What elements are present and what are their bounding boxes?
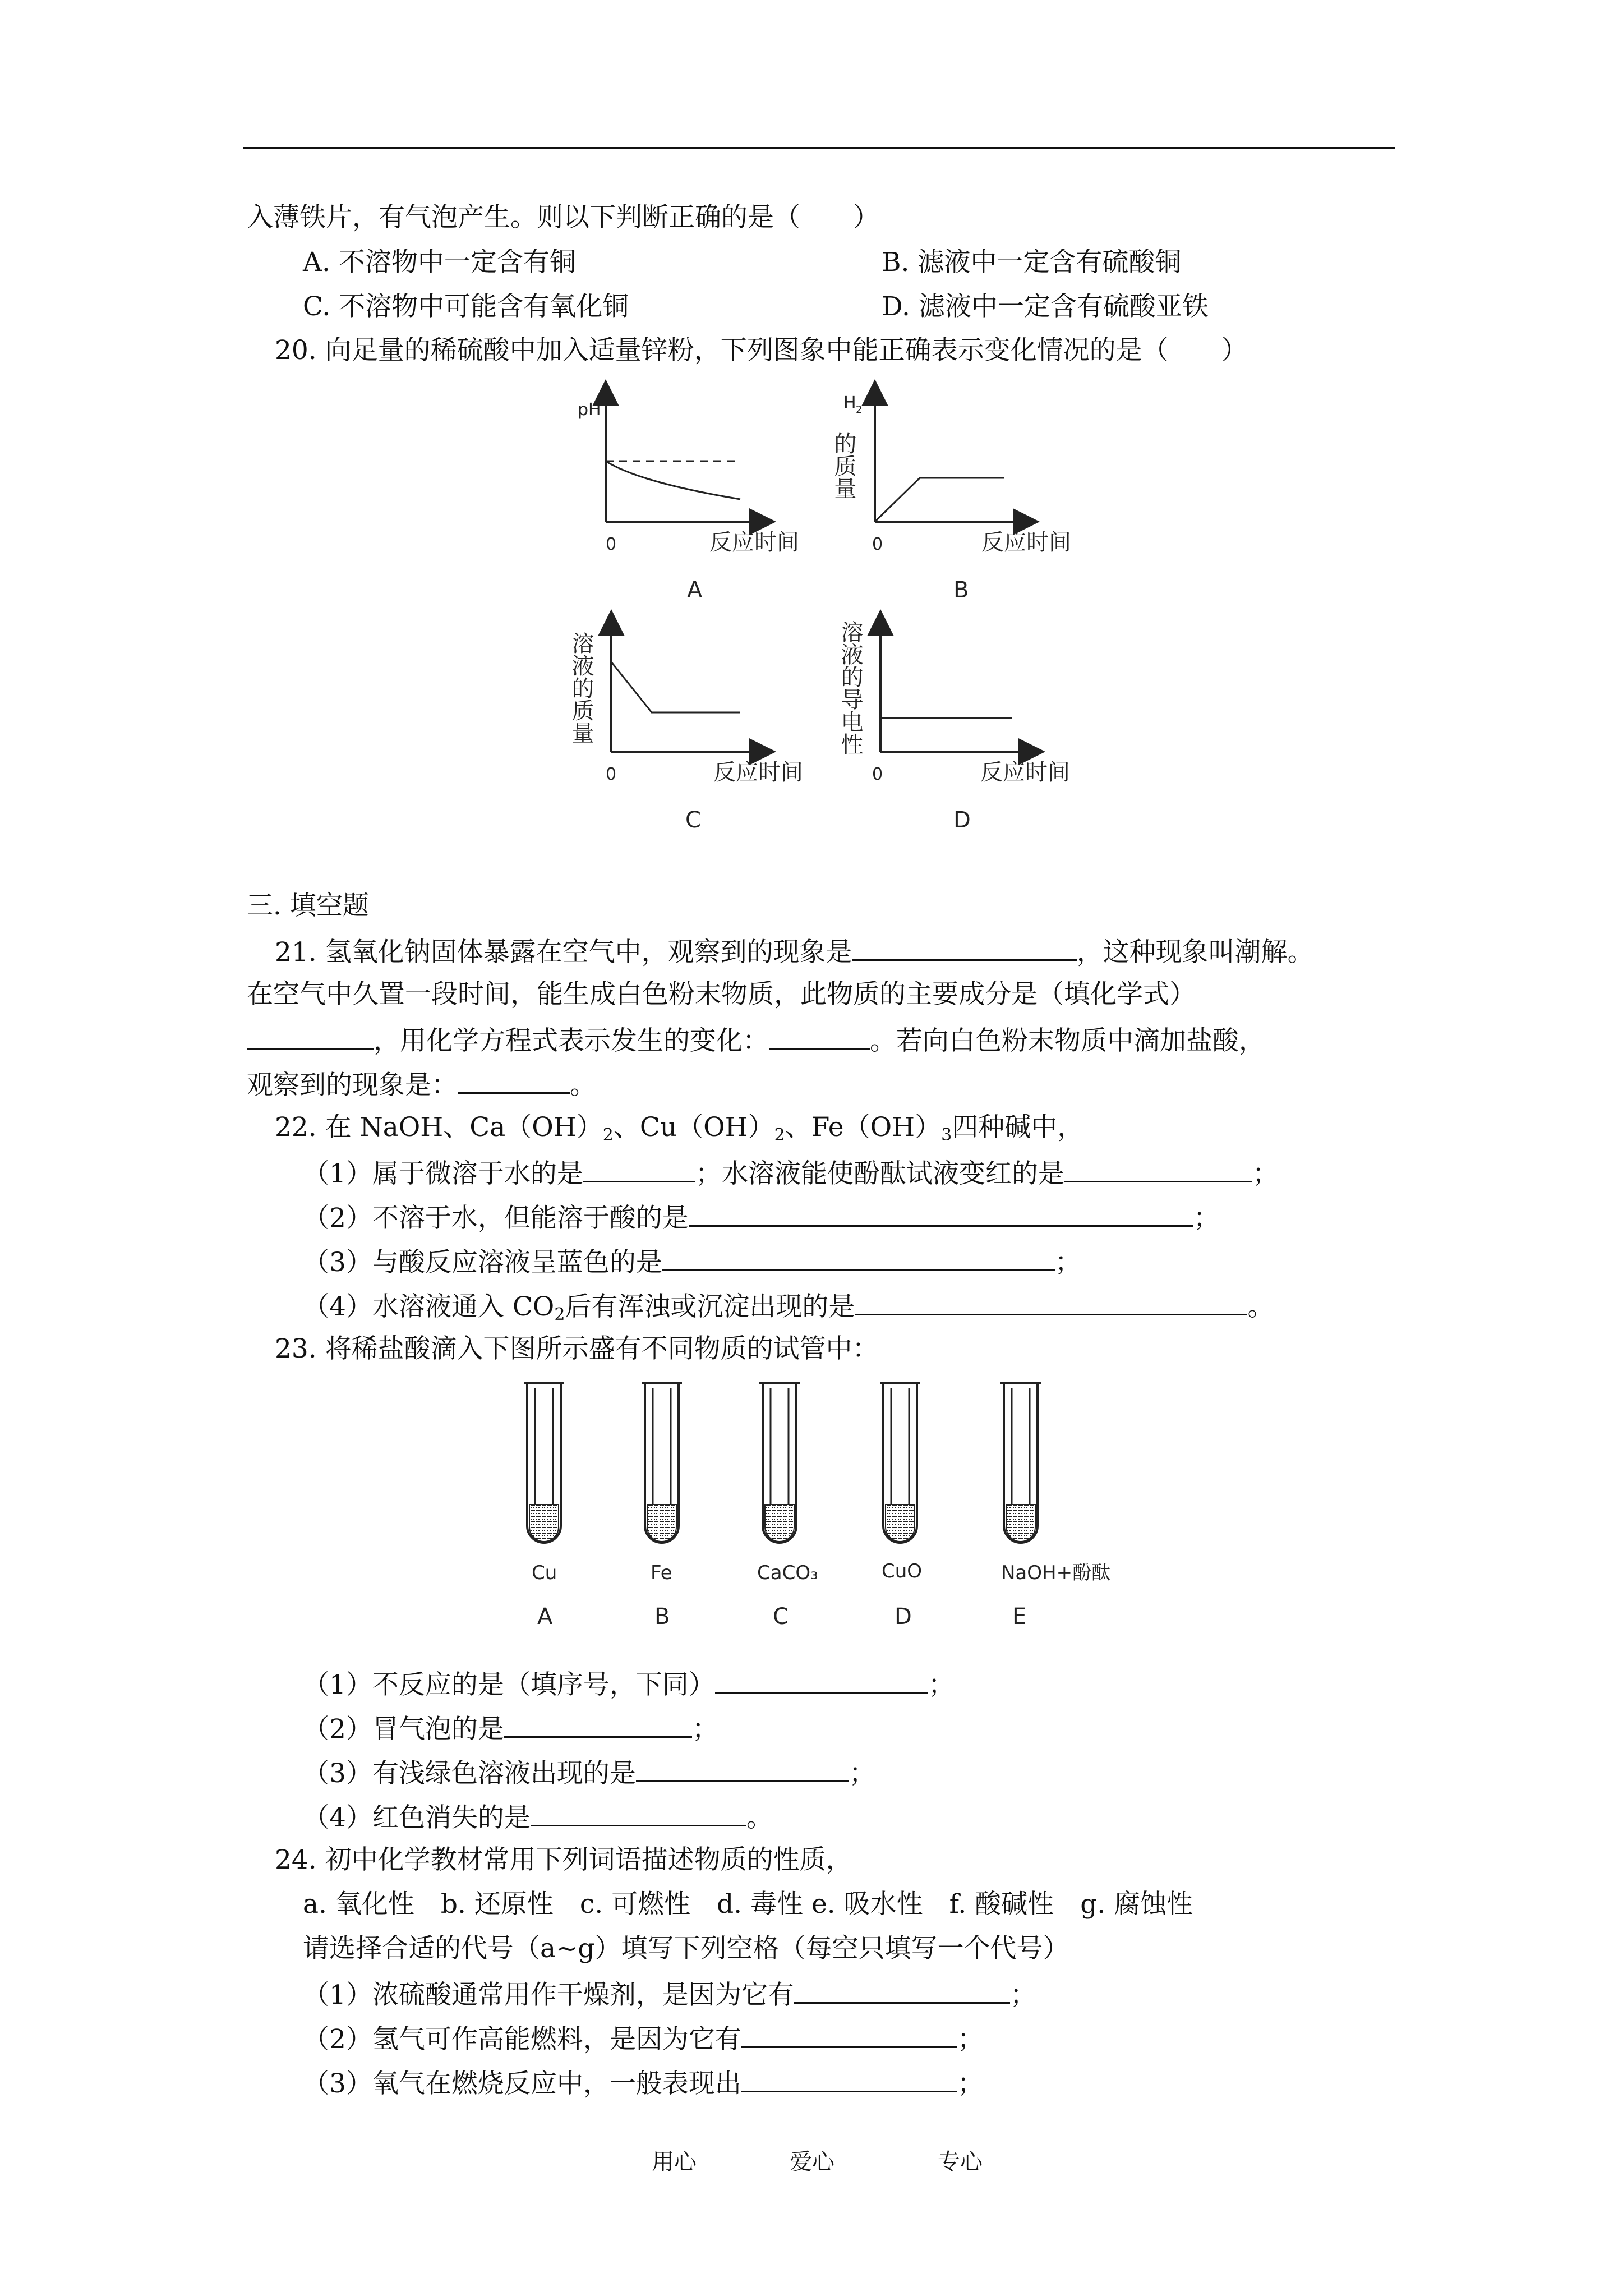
q24-part1: （1）浓硫酸通常用作干燥剂，是因为它有 ； xyxy=(303,1976,1036,2012)
q22-part1: （1）属于微溶于水的是 ；水溶液能使酚酞试液变红的是 ； xyxy=(303,1155,1279,1191)
q23-blank-1[interactable] xyxy=(715,1666,928,1694)
graph-c-letter: C xyxy=(685,807,701,833)
tube-d xyxy=(880,1383,920,1543)
graph-d-origin: 0 xyxy=(872,765,883,784)
tube-c xyxy=(759,1383,800,1543)
graph-c-curve xyxy=(611,662,740,712)
graph-b-ylabel: 的质量 xyxy=(831,432,856,499)
q22-blank-2[interactable] xyxy=(689,1199,1193,1227)
tube-e-letter: E xyxy=(1012,1604,1027,1630)
q20-stem: 20. 向足量的稀硫酸中加入适量锌粉，下列图象中能正确表示变化情况的是（ ） xyxy=(275,335,1248,366)
footer-word-1: 用心 xyxy=(652,2149,697,2175)
tube-d-substance: CuO xyxy=(882,1560,923,1582)
graph-a-letter: A xyxy=(687,577,703,603)
graph-a-ylabel: pH xyxy=(578,400,601,420)
graph-d-letter: D xyxy=(953,807,971,833)
graph-a-curve xyxy=(606,461,740,499)
q21-line3: ，用化学方程式表示发生的变化： 。若向白色粉末物质中滴加盐酸， xyxy=(247,1022,1265,1058)
q19-option-c: C. 不溶物中可能含有氧化铜 xyxy=(303,291,629,322)
graph-b-origin: 0 xyxy=(872,535,883,554)
q21-line4: 观察到的现象是： 。 xyxy=(247,1066,596,1102)
footer-word-2: 爱心 xyxy=(790,2149,834,2175)
q24-part3: （3）氧气在燃烧反应中，一般表现出 ； xyxy=(303,2065,984,2101)
q22-part4: （4）水溶液通入 $CO_2$后有浑浊或沉淀出现的是 。 xyxy=(303,1288,1274,1332)
tube-a xyxy=(524,1383,564,1543)
graph-b-xlabel: 反应时间 xyxy=(981,530,1071,555)
tube-c-letter: C xyxy=(773,1604,789,1630)
tube-a-substance: Cu xyxy=(532,1562,557,1584)
q21-line2: 在空气中久置一段时间，能生成白色粉末物质，此物质的主要成分是（填化学式） xyxy=(247,979,1196,1010)
tube-e xyxy=(1000,1383,1041,1543)
graph-b-letter: B xyxy=(953,577,969,603)
q23-part1: （1）不反应的是（填序号，下同） ； xyxy=(303,1666,955,1702)
graph-b-ylabel-sub: 2 xyxy=(856,404,863,416)
q24-blank-1[interactable] xyxy=(794,1976,1010,2004)
q23-blank-3[interactable] xyxy=(636,1755,849,1782)
q21-blank-3[interactable] xyxy=(769,1022,870,1050)
tube-b-substance: Fe xyxy=(651,1562,672,1584)
q21-line1: 21. 氢氧化钠固体暴露在空气中，观察到的现象是 ，这种现象叫潮解。 xyxy=(275,933,1314,969)
graph-c-xlabel: 反应时间 xyxy=(713,760,803,785)
test-tubes-figure xyxy=(482,1374,1155,1655)
q19-option-d: D. 滤液中一定含有硫酸亚铁 xyxy=(882,291,1209,322)
q22-stem: 22. 在 NaOH、$Ca(OH)_2$、$Cu(OH)_2$、$Fe(OH)_3$四种碱中， xyxy=(275,1112,1084,1145)
q24-blank-2[interactable] xyxy=(741,2021,957,2048)
footer-word-3: 专心 xyxy=(938,2149,983,2175)
q19-option-b: B. 滤液中一定含有硫酸铜 xyxy=(882,247,1182,278)
tube-a-letter: A xyxy=(537,1604,553,1630)
header-rule xyxy=(243,147,1395,149)
q21-blank-4[interactable] xyxy=(458,1066,570,1094)
q24-instructions: 请选择合适的代号（a~g）填写下列空格（每空只填写一个代号） xyxy=(303,1933,1069,1964)
q24-blank-3[interactable] xyxy=(741,2065,957,2092)
graph-a-xlabel: 反应时间 xyxy=(709,530,799,555)
q22-blank-3[interactable] xyxy=(662,1244,1055,1271)
q19-tail: 入薄铁片，有气泡产生。则以下判断正确的是（ ） xyxy=(247,202,879,233)
q24-options: a. 氧化性 b. 还原性 c. 可燃性 d. 毒性 e. 吸水性 f. 酸碱性 g. 腐蚀性 xyxy=(303,1889,1193,1920)
graph-c xyxy=(566,617,830,841)
q24-stem: 24. 初中化学教材常用下列词语描述物质的性质， xyxy=(275,1844,852,1875)
graph-c-origin: 0 xyxy=(606,765,617,784)
q21-blank-2[interactable] xyxy=(247,1022,374,1050)
q23-part4: （4）红色消失的是 。 xyxy=(303,1799,773,1835)
section-title: 三. 填空题 xyxy=(247,890,369,921)
graph-a-origin: 0 xyxy=(606,535,617,554)
q22-part2: （2）不溶于水，但能溶于酸的是 ； xyxy=(303,1199,1220,1235)
q23-blank-2[interactable] xyxy=(504,1710,692,1738)
q22-blank-1b[interactable] xyxy=(1064,1155,1252,1182)
q23-blank-4[interactable] xyxy=(531,1799,746,1826)
graph-d-ylabel: 溶液的导电性 xyxy=(837,620,863,755)
tube-c-substance: CaCO₃ xyxy=(757,1562,818,1584)
graph-b-ylabel-h: H xyxy=(843,393,856,413)
q23-stem: 23. 将稀盐酸滴入下图所示盛有不同物质的试管中： xyxy=(275,1333,879,1364)
graph-b-curve xyxy=(875,478,1004,522)
q19-option-a: A. 不溶物中一定含有铜 xyxy=(303,247,576,278)
graph-b xyxy=(831,387,1099,611)
graph-c-ylabel: 溶液的质量 xyxy=(568,632,594,744)
q22-blank-1a[interactable] xyxy=(583,1155,695,1182)
q21-blank-1[interactable] xyxy=(852,933,1077,961)
q22-blank-4[interactable] xyxy=(855,1288,1247,1315)
q23-part3: （3）有浅绿色溶液出现的是 ； xyxy=(303,1755,875,1791)
q24-part2: （2）氢气可作高能燃料，是因为它有 ； xyxy=(303,2021,984,2056)
q22-part3: （3）与酸反应溶液呈蓝色的是 ； xyxy=(303,1244,1081,1280)
graph-d xyxy=(836,617,1099,841)
tube-d-letter: D xyxy=(895,1604,912,1630)
graph-a xyxy=(566,387,830,611)
tube-e-substance: NaOH+酚酞 xyxy=(1001,1562,1111,1584)
graph-d-xlabel: 反应时间 xyxy=(980,760,1070,785)
tube-b xyxy=(642,1383,682,1543)
tube-b-letter: B xyxy=(654,1604,670,1630)
q23-part2: （2）冒气泡的是 ； xyxy=(303,1710,718,1746)
